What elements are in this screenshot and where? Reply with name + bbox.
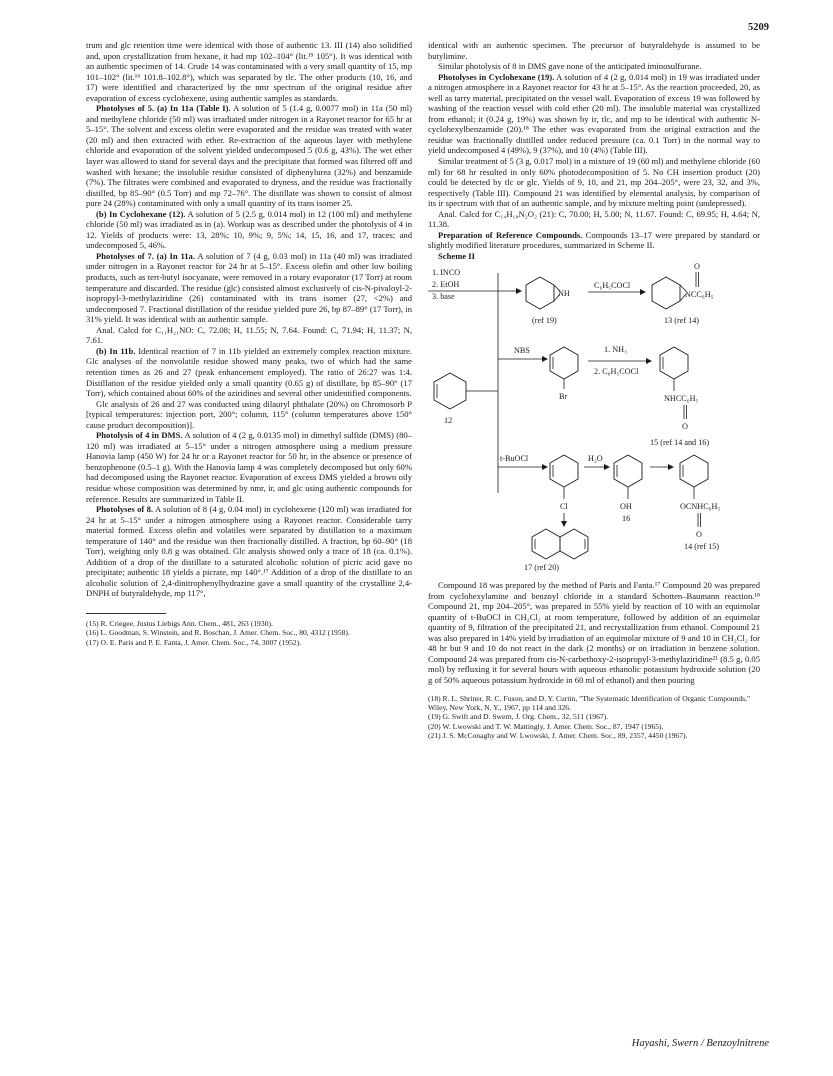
chlorocyclohexene-ring xyxy=(550,455,578,487)
paragraph: Photolyses in Cyclohexane (19). A solution of 4 (2 g, 0.014 mol) in 19 was irradiated under a nitrogen atmosphere in a Rayonet reactor for 43 hr at 5–15°. As the reaction proceeded, 20, as well as tarry material, precipitated on the vessel wall. Evaporation of excess 19 was followed by washing of the reaction vessel with cold ether (20 ml). The insoluble material was crystallized from ethanol; it (0.24 g, 19%) was shown by ir, tlc, and mp to be identical with authentic N-cyclohexylbenzamide (20).¹⁸ The ether was evaporated from the original extraction and the residue was fractionally distilled under reduced pressure (ca. 0.1 Torr) in the normal way to yield undecomposed 4 (49%), 9 (37%), and 10 (4%) (Table III). xyxy=(428,71,760,156)
reagent-label: t-BuOCl xyxy=(500,454,529,464)
aziridine-ring-13 xyxy=(652,277,680,309)
paragraph: Glc analysis of 26 and 27 was conducted using dilauryl phthalate (20%) on Chromosorb P [typical temperatures: injection port, 200°; column, 115° (column temperatures above 150° cause product decomposition)]. xyxy=(86,398,412,430)
scheme-label: Scheme II xyxy=(438,250,475,261)
section-heading: (b) In 11b. xyxy=(96,345,136,356)
bicyclohexenyl-ring-b xyxy=(560,529,588,559)
paragraph: Similar photolysis of 8 in DMS gave none of the anticipated iminosulfurane. xyxy=(438,61,702,72)
carbamate-ring-14 xyxy=(680,455,708,487)
paragraph: Anal. Calcd for C₁₁H₂₁NO: C, 72.08; H, 11.55; N, 7.64. Found: C, 71.94; H, 11.37; N, 7.61. xyxy=(86,324,412,346)
paragraph: (b) In 11b. Identical reaction of 7 in 11b yielded an extremely complex reaction mixture. Glc analyses of the nonvolatile residue showed many peaks, two of which had the same retention times as 26 and 27 (peak enhancement employed). The ratio of 26:27 was 1:4. Distillation of the residue yielded only a small quantity (0.65 g) of distillate, bp 85–90° (17 Torr), which contained about 60% of the aziridines and several other unidentified components. xyxy=(86,345,412,399)
paragraph: Similar treatment of 5 (3 g, 0.017 mol) in a mixture of 19 (60 ml) and methylene chloride (60 ml) for 68 hr resulted in only 60% photodecomposition of 5. No CH insertion product (20) could be detected by tlc or glc. Yields of 9, 10, and 21, mp 204–205°, were 23, 32, and 3%, respectively (Table III). Compound 21 was identified by elemental analysis, by comparison of its ir spectrum with that of an authentic sample, and by mixture melting point (undepressed). xyxy=(428,156,760,209)
footnote: (17) O. E. Paris and P. E. Fanta, J. Amer. Chem. Soc., 74, 3007 (1952). xyxy=(86,637,302,647)
compound-label: 14 (ref 15) xyxy=(684,542,720,552)
compound-label: 16 xyxy=(622,514,631,524)
reagent-label: 2. EtOH xyxy=(432,280,460,290)
left-column xyxy=(86,40,412,647)
footnote: (20) W. Lwowski and T. W. Mattingly, J. Amer. Chem. Soc., 87, 1947 (1965). xyxy=(428,721,664,731)
section-heading: Photolyses of 5. (a) In 11a (Table I). xyxy=(96,103,231,114)
compound-label: 17 (ref 20) xyxy=(524,563,560,573)
compound-label: 15 (ref 14 and 16) xyxy=(650,438,710,448)
footnote: (15) R. Criegee, Justus Liebigs Ann. Chem., 481, 263 (1930). xyxy=(86,618,273,628)
atom-label: Cl xyxy=(560,502,568,512)
footnotes xyxy=(86,619,412,647)
reagent-label: H₂O xyxy=(588,454,603,464)
cyclohexene-ring-12 xyxy=(434,373,466,409)
scheme-diagram xyxy=(428,263,760,563)
atom-label: NCC₆H₅ xyxy=(685,290,714,300)
atom-label: Br xyxy=(559,392,568,402)
paragraph: Photolyses of 5. (a) In 11a (Table I). A solution of 5 (1.4 g, 0.0077 mol) in 11a (50 ml) and methylene chloride (50 ml) was irradiated under nitrogen in a Rayonet reactor for 65 hr at 5–15°. The solvent and excess olefin were evaporated and the residue was treated with water (20 ml) and then extracted with ether. Re-extraction of the aqueous layer with methylene chloride and evaporation of the solvent yielded undecomposed 5 (0.6 g, 43%). The wet ether layer was allowed to stand for several days and the precipitate that formed was filtered off and washed with hexane; the insoluble residue consisted of diphenylurea (32%) and benzamide (7%). The filtrates were combined and evaporated to dryness, and the residue was fractionally distilled, bp 85–90° (0.5 Torr) and mp 72–76°. The distillate was shown to consist of almost pure 24 (28%) contaminated with only a small quantity of its trans isomer 25. xyxy=(86,103,413,209)
reagent-label: 2. C₆H₅COCl xyxy=(594,367,639,377)
footnote: (18) R. L. Shriner, R. C. Fuson, and D. Y. Curtin, "The Systematic Identification of Organic Compounds," Wiley, New York, N. Y., 1967, pp 114 and 326. xyxy=(428,693,751,712)
section-heading: Photolysis of 4 in DMS. xyxy=(96,430,183,441)
paragraph: Anal. Calcd for C₁₄H₁₈N₂O₂ (21): C, 70.00; H, 5.00; N, 11.67. Found: C, 69.95; H, 4.64; N, 11.38. xyxy=(428,208,760,230)
footnote: (16) L. Goodman, S. Winstein, and R. Boschan, J. Amer. Chem. Soc., 80, 4312 (1958). xyxy=(86,628,350,638)
compound-label: 13 (ref 14) xyxy=(664,316,700,326)
bromocyclohexene-ring xyxy=(550,347,578,379)
reagent-label: NBS xyxy=(514,346,530,356)
reagent-label: 3. base xyxy=(432,292,455,302)
paragraph: Photolyses of 7. (a) In 11a. A solution of 7 (4 g, 0.03 mol) in 11a (40 ml) was irradiated under nitrogen in a Rayonet reactor for 24 hr at 5–15°. Excess olefin and other low boiling products, such as tert-butyl isocyanate, were removed in a rotary evaporator (17 Torr) at room temperature and discarded. The residue (glc) consisted almost exclusively of cis-N-pivaloyl-2-isopropyl-3-methylaziridine (26) contaminated with its trans isomer (27, <2%) and undecomposed 7. Fractional distillation of the residue yielded pure 26, bp 87–89° (17 Torr), in 31% yield. It was identical with an authentic sample. xyxy=(86,250,413,325)
paragraph: Preparation of Reference Compounds. Compounds 13–17 were prepared by standard or slightly modified literature procedures, summarized in Scheme II. xyxy=(428,229,760,251)
atom-label: OCNHC₆H₅ xyxy=(680,502,721,512)
right-column xyxy=(428,40,760,741)
paragraph: Photolyses of 8. A solution of 8 (4 g, 0.04 mol) in cyclohexene (120 ml) was irradiated for 24 hr at 5–15° under a nitrogen atmosphere using a Rayonet reactor. Considerable tarry material formed. Excess olefin and volatiles were separated by distillation to a maximum temperature of 140° and the residue was then fractionally distilled. A fraction, bp 60–90° (18 Torr), weighing only 0.8 g was obtained. Glc analysis showed only a trace of 18 (ca. 0.1%). Addition of a drop of the distillate to a saturated alcoholic solution of picric acid gave no precipitate; authentic 18 yields a picrate, mp 140°.¹⁷ Addition of a drop of the distillate to an alcoholic solution of 2,4-dinitrophenylhydrazine gave a small quantity of the crystalline 2,4-DNPH of butyraldehyde, mp 117°, xyxy=(86,504,412,599)
running-footer: Hayashi, Swern / Benzoylnitrene xyxy=(631,1038,769,1049)
atom-label: O xyxy=(694,263,700,272)
reagent-label: C₆H₅COCl xyxy=(594,281,631,291)
page-number: 5209 xyxy=(748,22,769,33)
atom-label: O xyxy=(696,530,702,540)
section-heading: Photolyses of 7. (a) In 11a. xyxy=(96,250,196,261)
paragraph: Photolysis of 4 in DMS. A solution of 4 (2 g, 0.0135 mol) in dimethyl sulfide (DMS) (80–120 ml) was irradiated at 5–15° under a nitrogen atmosphere using a medium pressure Hanovia lamp (450 W) for 24 hr or a Rayonet reactor for 50 hr, in the absence or presence of benzophenone (0.5–1 g). With the Hanovia lamp 4 was completely decomposed but only 60% had decomposed using the Rayonet reactor. Evaporation of excess DMS yielded a brown oily residue whose composition was determined by nmr, ir, and glc using authentic compounds for reference. Results are summarized in Table II. xyxy=(86,430,412,504)
cyclohexenyl-amide-ring-15 xyxy=(660,347,688,379)
footnote-divider xyxy=(86,613,166,614)
paragraph: Compound 18 was prepared by the method of Paris and Fanta.¹⁷ Compound 20 was prepared from cyclohexylamine and benzoyl chloride in a standard Schotten–Baumann reaction.¹⁸ Compound 21, mp 204–205°, was prepared in 55% yield by reaction of 10 with an equimolar quantity of t-BuOCl in CH₂Cl₂ at room temperature, followed by addition of an equimolar quantity of 9, filtration of the precipitated 21, and recrystallization from ethanol. Compound 21 was also prepared in 14% yield by irradiation of an equimolar mixture of 9 and 10 in CH₂Cl₂ for 48 hr but 9 and 10 do not react in the dark (2 months) or on irradiation in benzene solution. Compound 24 was prepared from cis-N-carbethoxy-2-isopropyl-3-methylaziridine²¹ (8.5 g, 0.05 mol) by refluxing it for several hours with aqueous ethanolic potassium hydroxide solution (20 g of 50% aqueous potassium hydroxide in 60 ml of ethanol) and then pouring xyxy=(428,580,760,685)
atom-label: NHCC₆H₅ xyxy=(664,394,699,404)
paragraph: identical with an authentic specimen. The precursor of butyraldehyde is assumed to be butylimine. xyxy=(428,40,760,61)
section-heading: Photolyses in Cyclohexane (19). xyxy=(438,71,555,82)
atom-label: O xyxy=(682,422,688,432)
cyclohexenol-ring-16 xyxy=(614,455,642,487)
ref-label: (ref 19) xyxy=(532,316,557,326)
compound-label: 12 xyxy=(444,416,453,426)
section-heading: Preparation of Reference Compounds. xyxy=(438,229,583,240)
paragraph: trum and glc retention time were identical with those of authentic 13. III (14) also solidified and, upon crystallization from hexane, it had mp 102–104° (lit.¹⁵ 105°). It was identical with an authentic specimen of 14. Crude 14 was contaminated with a very small quantity of 15, mp 101–102° (lit.¹⁶ 101.8–102.8°), which was separated by tlc. The other products (10, 16, and 17) were identified and characterized by the nmr spectrum of the original residue after evaporation of excess cyclohexene, using authentic samples as standards. xyxy=(86,40,412,103)
paragraph: (b) In Cyclohexane (12). A solution of 5 (2.5 g, 0.014 mol) in 12 (100 ml) and methylene chloride (50 ml) was irradiated as in (a). Workup was as described under the photolysis of 4 in 12. Yields of products were: 13, 28%; 10, 9%; 9, 5%; 14, 15, 16, and 17, traces; and undecomposed 5, 46%. xyxy=(86,208,412,251)
atom-label: NH xyxy=(558,289,570,299)
reagent-label: 1. NH₃ xyxy=(604,345,627,355)
footnotes xyxy=(428,694,760,741)
section-heading: (b) In Cyclohexane (12). xyxy=(96,208,186,219)
aziridine-ring-ref19 xyxy=(526,277,554,309)
section-heading: Photolyses of 8. xyxy=(96,504,154,515)
atom-label: OH xyxy=(620,502,632,512)
footnote: (19) G. Swift and D. Swern, J. Org. Chem., 32, 511 (1967). xyxy=(428,712,609,722)
footnote: (21) J. S. McConaghy and W. Lwowski, J. Amer. Chem. Soc., 89, 2357, 4450 (1967). xyxy=(428,731,688,741)
bicyclohexenyl-ring-a xyxy=(532,529,560,559)
reagent-label: 1. INCO xyxy=(432,268,461,278)
